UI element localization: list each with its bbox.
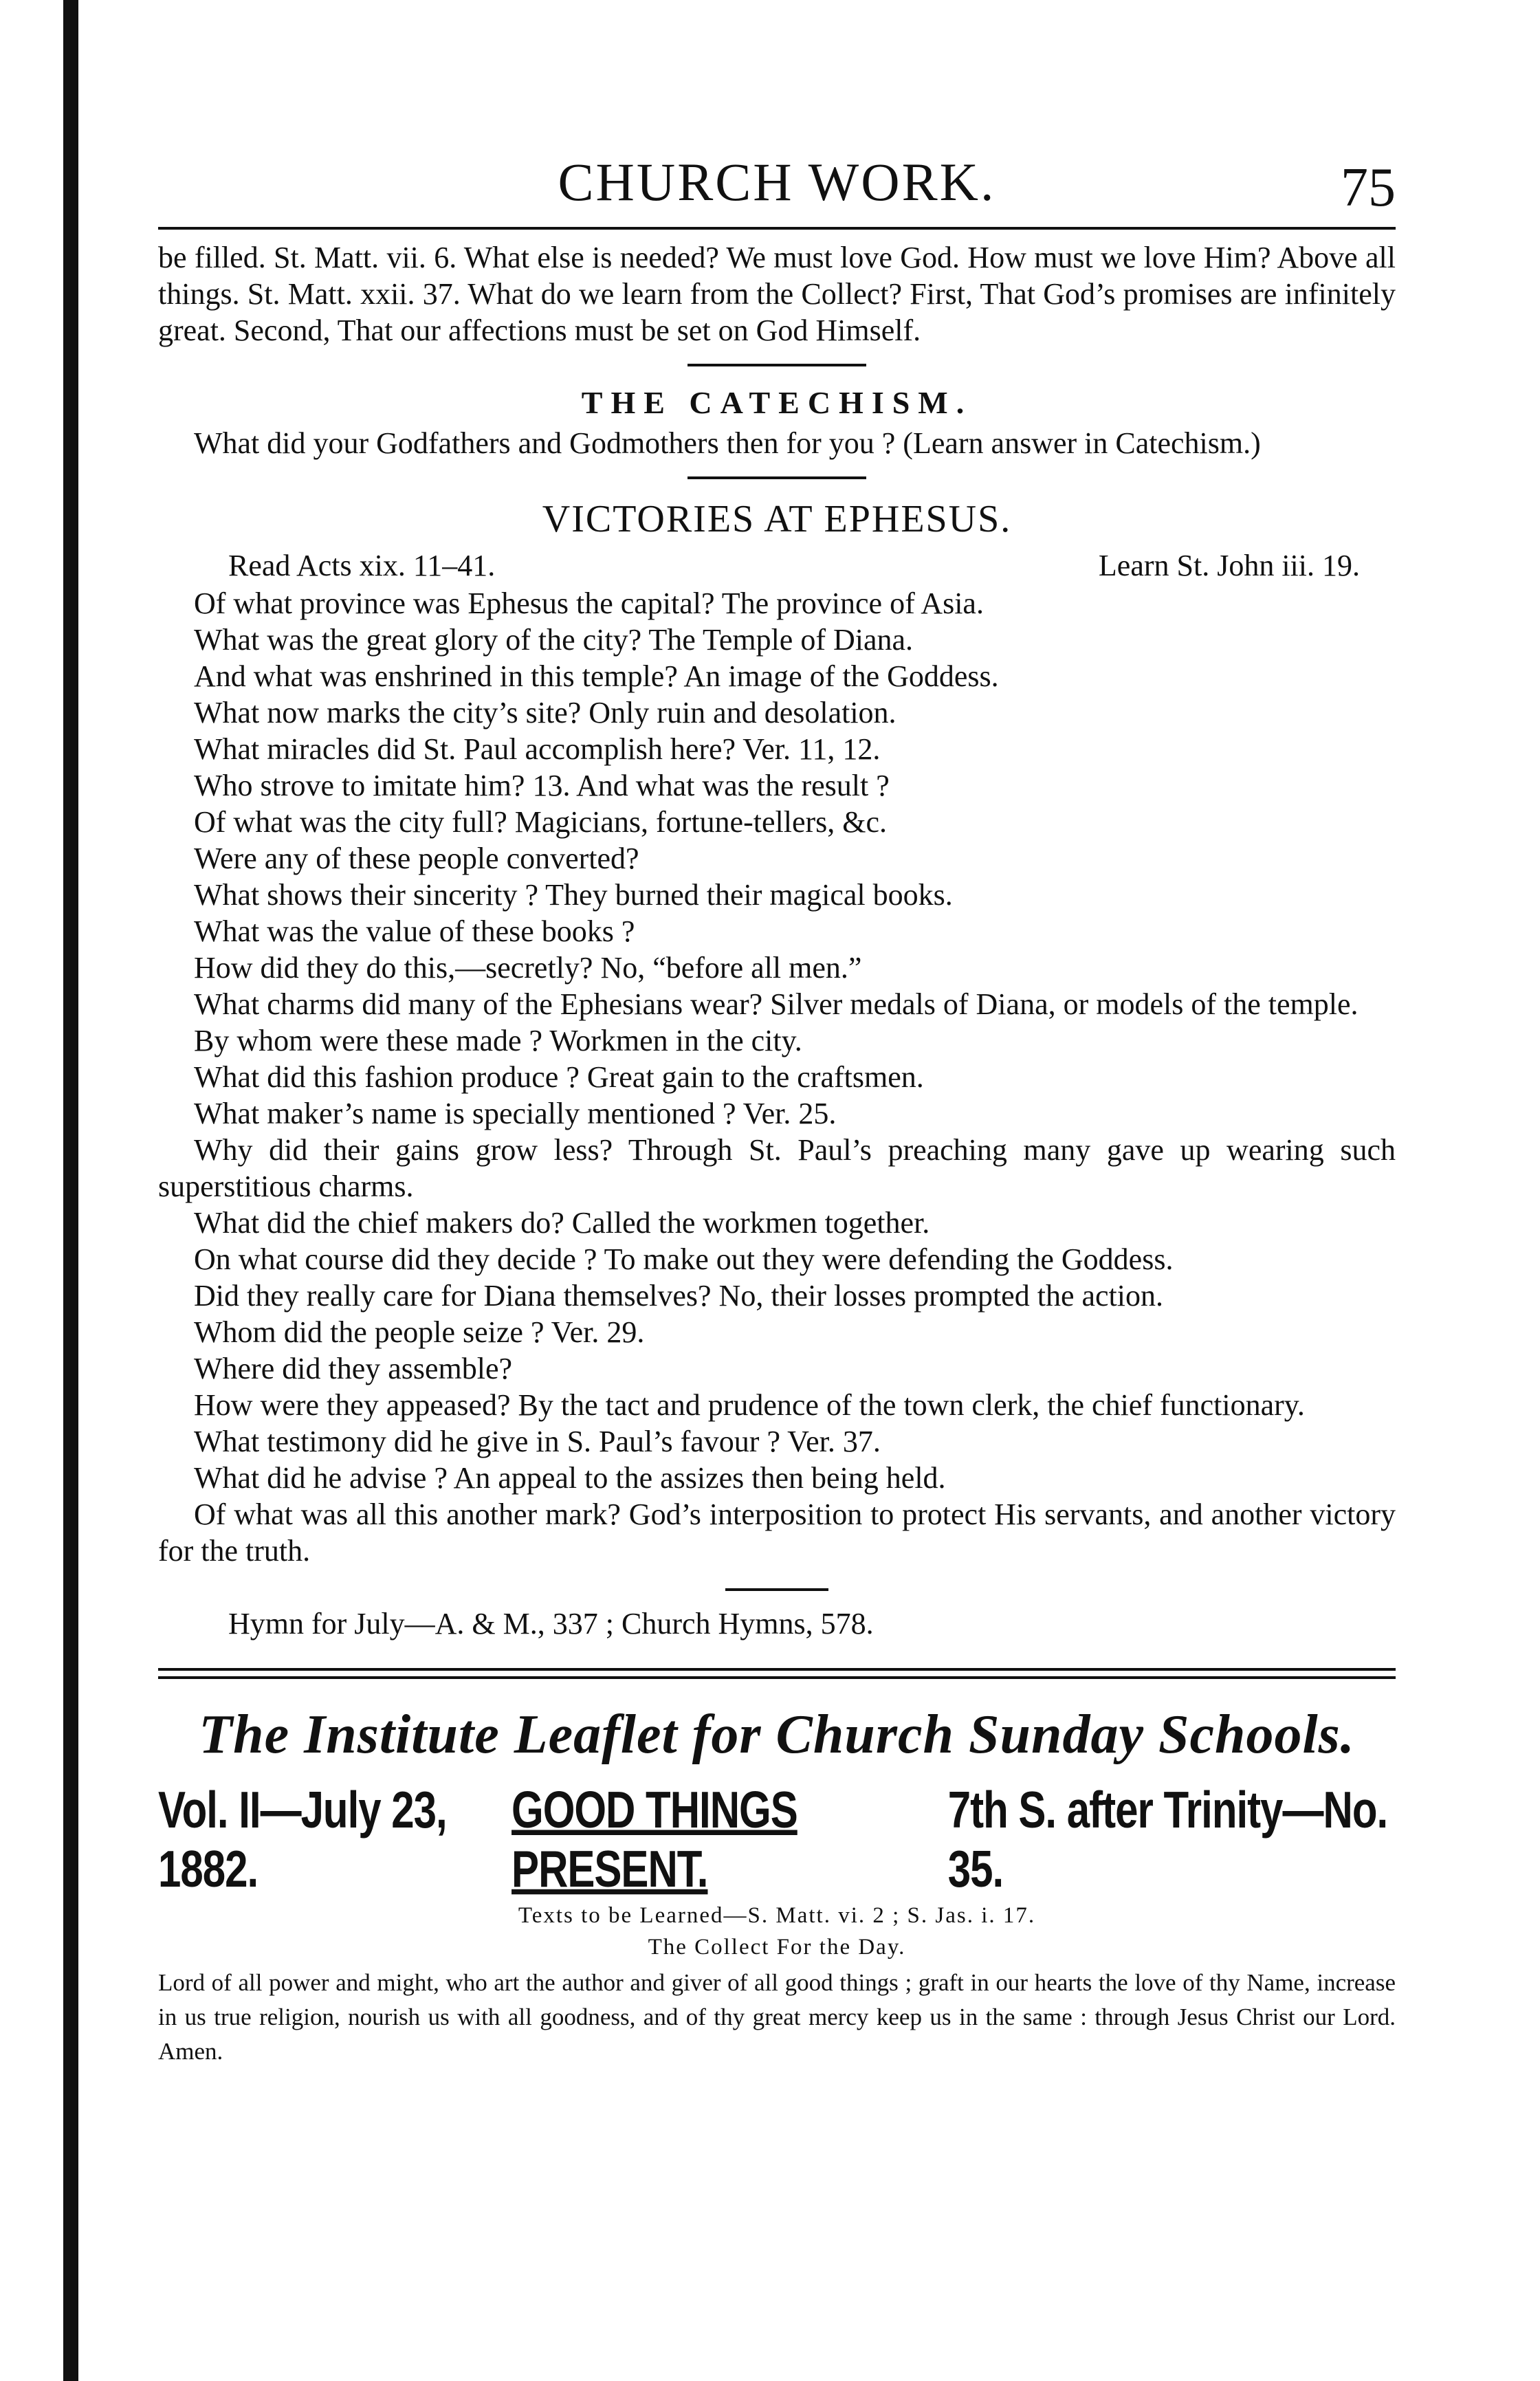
section-divider — [725, 1588, 828, 1591]
sunday-number: 7th S. after Trinity—No. 35. — [947, 1781, 1388, 1898]
lesson-question: Of what was the city full? Magicians, fortune-tellers, &c. — [194, 805, 888, 839]
intro-paragraph: be filled. St. Matt. vii. 6. What else is needed? We must love God. How must we love Him? Above all things. St. Matt. xxii. 37. What do we learn from the Collect? First, That God’s promises are infinitely great. Second, That our affections must be set on God Himself. — [158, 241, 1396, 347]
lesson-heading: VICTORIES AT EPHESUS. — [542, 498, 1012, 540]
lesson-question: Did they really care for Diana themselves? No, their losses prompted the action. — [194, 1279, 1163, 1313]
lesson-question: Of what was all this another mark? God’s interposition to protect His servants, and another victory for the truth. — [158, 1497, 1396, 1568]
double-rule — [158, 1668, 1396, 1679]
reading-line — [158, 547, 1396, 585]
catechism-text: What did your Godfathers and Godmothers then for you ? (Learn answer in Catechism.) — [194, 426, 1261, 460]
collect-text: Lord of all power and might, who art the author and giver of all good things ; graft in our hearts the love of thy Name, increase in us true religion, nourish us with all goodness, and of thy great mercy keep us in the same : through Jesus Christ our Lord. Amen. — [158, 1969, 1396, 2065]
leaflet-topic: GOOD THINGS PRESENT. — [512, 1781, 798, 1898]
section-divider — [688, 476, 866, 479]
leaflet-title: The Institute Leaflet for Church Sunday Schools. — [199, 1704, 1355, 1765]
lesson-question: What was the value of these books ? — [194, 914, 635, 948]
lesson-question: Were any of these people converted? — [194, 842, 639, 875]
volume-line — [158, 1780, 1396, 1899]
lesson-question: What now marks the city’s site? Only ruin and desolation. — [194, 696, 896, 729]
lesson-question: What did the chief makers do? Called the workmen together. — [194, 1206, 930, 1240]
lesson-question: How were they appeased? By the tact and prudence of the town clerk, the chief functionary. — [194, 1388, 1305, 1422]
hymn-line: Hymn for July—A. & M., 337 ; Church Hymns, 578. — [228, 1607, 874, 1641]
learn-reference: Learn St. John iii. 19. — [1098, 549, 1360, 582]
section-divider — [688, 364, 866, 366]
lesson-question: On what course did they decide ? To make out they were defending the Goddess. — [194, 1242, 1174, 1276]
lesson-question: By whom were these made ? Workmen in the city. — [194, 1024, 802, 1057]
read-reference: Read Acts xix. 11–41. — [228, 549, 496, 582]
lesson-question: What did this fashion produce ? Great gain to the craftsmen. — [194, 1060, 924, 1094]
lesson-question: Where did they assemble? — [194, 1352, 513, 1385]
lesson-question: What was the great glory of the city? The Temple of Diana. — [194, 623, 914, 657]
lesson-question: Why did their gains grow less? Through St. Paul’s preaching many gave up wearing such superstitious charms. — [158, 1133, 1396, 1203]
page-number: 75 — [1341, 157, 1396, 218]
lesson-question: What did he advise ? An appeal to the assizes then being held. — [194, 1461, 946, 1495]
running-header — [158, 131, 1396, 227]
lesson-question: What testimony did he give in S. Paul’s favour ? Ver. 37. — [194, 1425, 881, 1458]
running-title: CHURCH WORK. — [558, 152, 996, 212]
collect-heading: The Collect For the Day. — [648, 1935, 906, 1960]
lesson-question: What maker’s name is specially mentioned ? Ver. 25. — [194, 1097, 837, 1130]
binding-edge — [63, 0, 78, 2381]
header-rule — [158, 227, 1396, 230]
lesson-question: And what was enshrined in this temple? An image of the Goddess. — [194, 659, 999, 693]
lesson-question: Whom did the people seize ? Ver. 29. — [194, 1315, 645, 1349]
page — [158, 131, 1396, 2069]
catechism-heading: THE CATECHISM. — [581, 385, 973, 420]
volume-date: Vol. II—July 23, 1882. — [158, 1781, 447, 1898]
lesson-question: Who strove to imitate him? 13. And what was the result ? — [194, 769, 890, 802]
texts-to-learn: Texts to be Learned—S. Matt. vi. 2 ; S. Jas. i. 17. — [518, 1903, 1036, 1928]
lesson-question: Of what province was Ephesus the capital? The province of Asia. — [194, 586, 984, 620]
lesson-question: What miracles did St. Paul accomplish here? Ver. 11, 12. — [194, 732, 881, 766]
question-list — [158, 585, 1396, 1569]
lesson-question: How did they do this,—secretly? No, “before all men.” — [194, 951, 862, 985]
lesson-question: What shows their sincerity ? They burned their magical books. — [194, 878, 953, 912]
lesson-question: What charms did many of the Ephesians wear? Silver medals of Diana, or models of the temple. — [194, 987, 1358, 1021]
